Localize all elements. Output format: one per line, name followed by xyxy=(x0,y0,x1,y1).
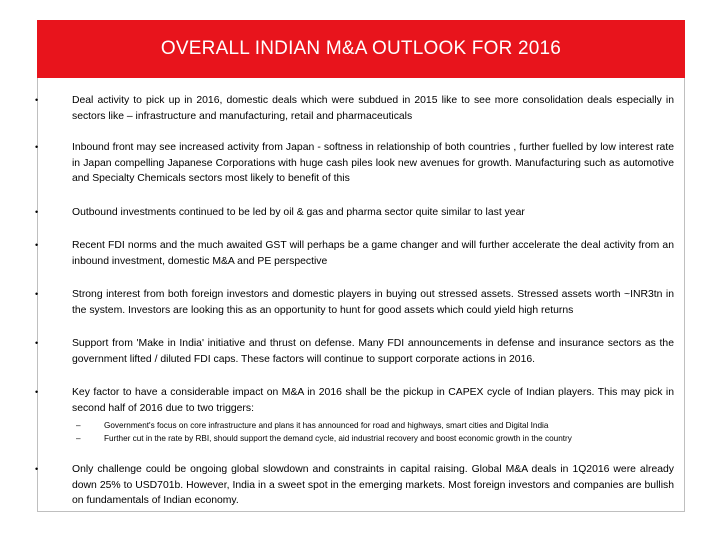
bullet-text: Only challenge could be ongoing global slowdown and constraints in capital raising. Global M&A deals in 1Q2016 were already down 25% to USD701b. However, India in a sweet spot in the emerging markets. Most foreign investors and companies are bullish on fundamentals of Indian economy. xyxy=(72,464,674,506)
sub-item-infrastructure xyxy=(72,419,672,432)
bullet-icon: • xyxy=(35,142,39,152)
bullet-icon: • xyxy=(35,464,39,474)
bullet-text: Support from 'Make in India' initiative and thrust on defense. Many FDI announcements in defense and insurance sectors as the government lifted / diluted FDI caps. These factors will continue to support corporate actions in 2016. xyxy=(72,338,674,365)
title-banner xyxy=(37,20,685,78)
bullet-text: Recent FDI norms and the much awaited GST will perhaps be a game changer and will further accelerate the deal activity from an inbound investment, domestic M&A and PE perspective xyxy=(72,240,674,267)
bullet-icon: • xyxy=(35,207,39,217)
bullet-icon: • xyxy=(35,95,39,105)
sub-item-rbi-rate-cut xyxy=(72,432,672,445)
slide-title: OVERALL INDIAN M&A OUTLOOK FOR 2016 xyxy=(160,38,562,59)
bullet-text: Outbound investments continued to be led by oil & gas and pharma sector quite similar to last year xyxy=(72,207,525,218)
bullet-text: Strong interest from both foreign investors and domestic players in buying out stressed assets. Stressed assets worth ~INR3tn in the system. Investors are looking this as an opportunity to hunt for good assets which could yield high returns xyxy=(72,289,674,316)
bullet-icon: • xyxy=(35,240,39,250)
dash-icon: – xyxy=(76,434,81,443)
bullet-text: Key factor to have a considerable impact on M&A in 2016 shall be the pickup in CAPEX cycle of Indian players. This may pick in second half of 2016 due to two triggers: xyxy=(72,387,674,414)
bullet-text: Inbound front may see increased activity from Japan - softness in relationship of both countries , further fuelled by low interest rate in Japan compelling Japanese Corporations with huge cash piles look new avenues for growth. Manufacturing such as automotive and Specialty Chemicals sectors most likely to benefit of this xyxy=(72,142,674,184)
dash-icon: – xyxy=(76,421,81,430)
bullet-icon: • xyxy=(35,387,39,397)
sub-item-text: Government's focus on core infrastructure and plans it has announced for road and highways, smart cities and Digital India xyxy=(104,421,549,430)
bullet-text: Deal activity to pick up in 2016, domestic deals which were subdued in 2015 like to see more consolidation deals especially in sectors like – infrastructure and manufacturing, retail and pharmaceuticals xyxy=(72,95,674,122)
sub-list xyxy=(72,419,672,445)
sub-item-text: Further cut in the rate by RBI, should support the demand cycle, aid industrial recovery and boost economic growth in the country xyxy=(104,434,572,443)
bullet-icon: • xyxy=(35,289,39,299)
content-frame xyxy=(37,78,685,512)
bullet-icon: • xyxy=(35,338,39,348)
